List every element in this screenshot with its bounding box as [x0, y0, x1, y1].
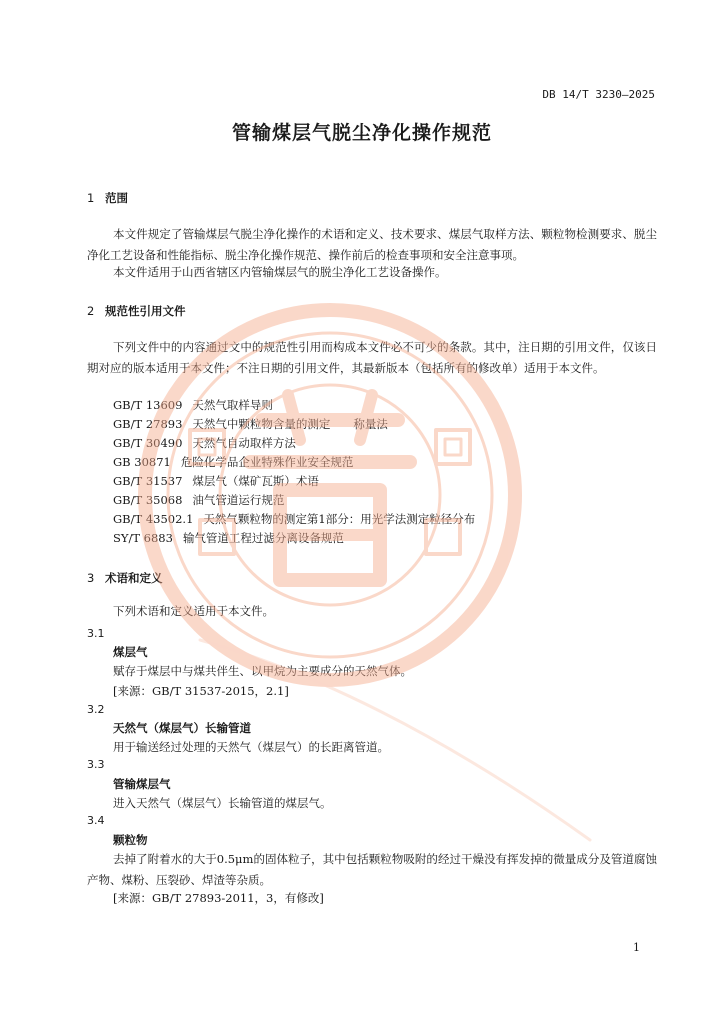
term-source: [来源：GB/T 31537-2015，2.1] [113, 684, 289, 698]
section-number: 3 [87, 571, 95, 585]
reference-title: 输气管道工程过滤分离设备规范 [182, 531, 344, 545]
reference-code: GB 30871 [113, 455, 171, 469]
section-title: 规范性引用文件 [105, 304, 186, 318]
section-3-intro: 下列术语和定义适用于本文件。 [113, 604, 274, 618]
term-name: 煤层气 [113, 645, 148, 659]
reference-item [113, 492, 284, 508]
reference-item [113, 511, 475, 527]
term-definition: 用于输送经过处理的天然气（煤层气）的长距离管道。 [113, 740, 389, 754]
standard-code: DB 14/T 3230—2025 [542, 88, 655, 101]
reference-title: 天然气中颗粒物含量的测定 称量法 [192, 417, 388, 431]
term-definition: 赋存于煤层中与煤共伴生、以甲烷为主要成分的天然气体。 [113, 664, 412, 678]
document-title: 管输煤层气脱尘净化操作规范 [231, 122, 492, 144]
section-number: 1 [87, 191, 95, 205]
reference-code: GB/T 43502.1 [113, 512, 194, 526]
reference-title: 天然气取样导则 [192, 398, 273, 412]
reference-code: SY/T 6883 [113, 531, 173, 545]
term-number: 3.2 [87, 703, 105, 716]
reference-code: GB/T 27893 [113, 417, 183, 431]
reference-title: 天然气自动取样方法 [192, 436, 296, 450]
section-1-heading [87, 190, 128, 206]
page-number: 1 [633, 941, 640, 954]
section-title: 术语和定义 [105, 571, 163, 585]
term-number: 3.1 [87, 627, 105, 640]
term-number: 3.4 [87, 814, 105, 827]
section-1-paragraph-2: 本文件适用于山西省辖区内管输煤层气的脱尘净化工艺设备操作。 [113, 265, 447, 279]
reference-code: GB/T 35068 [113, 493, 183, 507]
section-3-heading [87, 570, 163, 586]
reference-title: 油气管道运行规范 [192, 493, 285, 507]
section-2-heading [87, 303, 186, 319]
reference-item [113, 530, 344, 546]
term-source: [来源：GB/T 27893-2011，3，有修改] [113, 891, 324, 905]
term-name: 颗粒物 [113, 833, 148, 847]
term-definition: 去掉了附着水的大于0.5μm的固体粒子，其中包括颗粒物吸附的经过干燥没有挥发掉的微量成分及管道腐蚀产物、煤粉、压裂砂、焊渣等杂质。 [87, 852, 657, 887]
reference-code: GB/T 31537 [113, 474, 183, 488]
reference-title: 煤层气（煤矿瓦斯）术语 [192, 474, 319, 488]
reference-item [113, 397, 273, 413]
section-number: 2 [87, 304, 95, 318]
reference-code: GB/T 30490 [113, 436, 183, 450]
section-title: 范围 [105, 191, 128, 205]
section-2-intro: 下列文件中的内容通过文中的规范性引用而构成本文件必不可少的条款。其中，注日期的引用文件，仅该日期对应的版本适用于本文件；不注日期的引用文件，其最新版本（包括所有的修改单）适用于本文件。 [87, 340, 657, 375]
term-name: 天然气（煤层气）长输管道 [113, 721, 251, 735]
reference-title: 天然气颗粒物的测定第1部分：用光学法测定粒径分布 [203, 512, 476, 526]
term-number: 3.3 [87, 758, 105, 771]
reference-item [113, 454, 353, 470]
reference-item [113, 473, 319, 489]
term-definition: 进入天然气（煤层气）长输管道的煤层气。 [113, 796, 332, 810]
reference-code: GB/T 13609 [113, 398, 183, 412]
reference-item [113, 435, 296, 451]
reference-title: 危险化学品企业特殊作业安全规范 [180, 455, 354, 469]
reference-item [113, 416, 388, 432]
term-name: 管输煤层气 [113, 777, 171, 791]
section-1-paragraph-1: 本文件规定了管输煤层气脱尘净化操作的术语和定义、技术要求、煤层气取样方法、颗粒物检测要求、脱尘净化工艺设备和性能指标、脱尘净化操作规范、操作前后的检查事项和安全注意事项。 [87, 227, 657, 262]
